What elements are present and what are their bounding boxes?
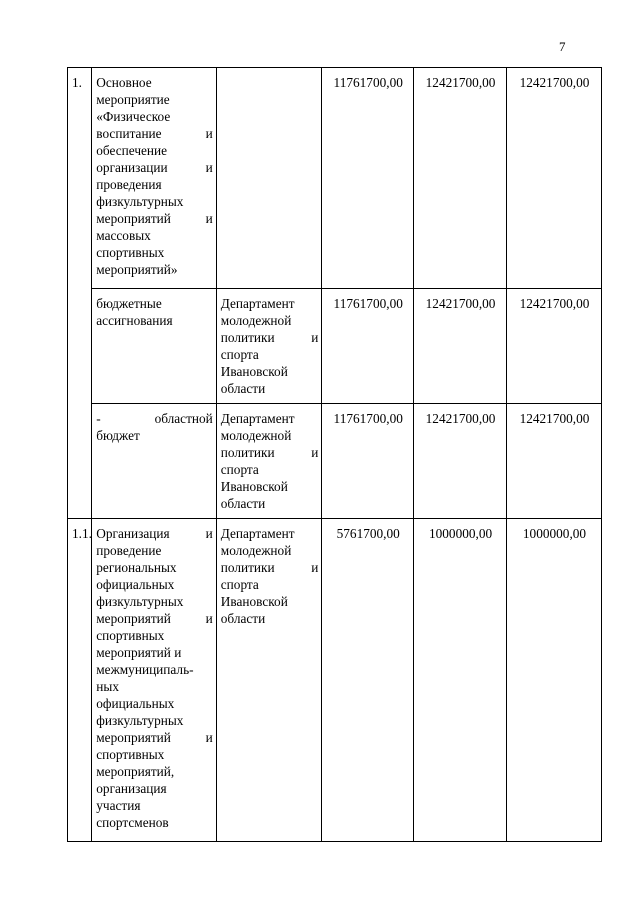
event-name [96, 295, 213, 329]
text-line: организация [96, 781, 167, 796]
text-word: мероприятий [96, 211, 171, 226]
text-line: официальных [96, 577, 175, 592]
text-line: бюджет [96, 428, 140, 443]
table-row [68, 519, 602, 842]
value-year3-cell: 1000000,00 [506, 519, 601, 842]
text-line [221, 329, 319, 346]
text-word: областной [154, 411, 213, 426]
text-line: спорта [220, 347, 259, 362]
text-word: политики [220, 330, 275, 345]
row-number-cell [68, 68, 92, 289]
text-line: области [220, 496, 266, 511]
text-word: - [96, 411, 101, 426]
text-word: воспитание [96, 126, 162, 141]
text-line [221, 559, 319, 576]
text-line: Департамент [220, 526, 295, 541]
page-number: 7 [559, 39, 566, 54]
text-word: мероприятий [96, 730, 171, 745]
executor-name [221, 295, 319, 397]
event-name-cell [92, 289, 217, 404]
row-number: 1. [72, 75, 82, 90]
text-line: обеспечение [96, 143, 168, 158]
text-word: и [311, 445, 319, 460]
text-line: массовых [96, 228, 151, 243]
text-line: молодежной [220, 428, 292, 443]
text-line: ассигнования [96, 313, 173, 328]
text-line: мероприятий» [96, 262, 178, 277]
text-line: молодежной [220, 543, 292, 558]
text-line: участия [96, 798, 141, 813]
row-number-cell [68, 404, 92, 519]
text-line [96, 159, 213, 176]
event-name [96, 410, 213, 444]
text-word: и [205, 126, 213, 141]
text-line: спорта [220, 577, 259, 592]
executor-cell [216, 289, 322, 404]
text-line: бюджетные [96, 296, 162, 311]
text-line: Основное [96, 75, 152, 90]
text-word: и [205, 611, 213, 626]
value-year2-cell: 12421700,00 [414, 404, 507, 519]
program-table [67, 67, 602, 842]
text-line: «Физическое [96, 109, 171, 124]
text-word: и [311, 330, 319, 345]
text-line: мероприятий и [96, 645, 182, 660]
text-line: молодежной [220, 313, 292, 328]
text-line: Ивановской [220, 364, 288, 379]
text-line: физкультурных [96, 594, 184, 609]
text-line [221, 444, 319, 461]
event-name [96, 525, 213, 831]
text-line: региональных [96, 560, 177, 575]
value-year1-cell: 11761700,00 [322, 289, 414, 404]
text-line: спортсменов [96, 815, 169, 830]
event-name-cell [92, 519, 217, 842]
text-line: межмуниципаль- [96, 662, 194, 677]
text-line: спортивных [96, 747, 165, 762]
value-year1-cell: 11761700,00 [322, 68, 414, 289]
text-word: и [205, 730, 213, 745]
executor-cell [216, 519, 322, 842]
executor-name [221, 525, 319, 627]
value-year3-cell: 12421700,00 [506, 68, 601, 289]
value-year1-cell: 11761700,00 [322, 404, 414, 519]
value-year2-cell: 1000000,00 [414, 519, 507, 842]
text-line: Ивановской [220, 594, 288, 609]
text-word: политики [220, 560, 275, 575]
table-row [68, 404, 602, 519]
value-year3-cell: 12421700,00 [506, 289, 601, 404]
text-line: физкультурных [96, 194, 184, 209]
text-word: мероприятий [96, 611, 171, 626]
text-line: мероприятий, [96, 764, 175, 779]
event-name [96, 74, 213, 278]
value-year2-cell: 12421700,00 [414, 289, 507, 404]
text-line [96, 729, 213, 746]
executor-cell [216, 68, 322, 289]
text-line: проведение [96, 543, 162, 558]
value-year1-cell: 5761700,00 [322, 519, 414, 842]
text-line: официальных [96, 696, 175, 711]
text-line [96, 525, 213, 542]
text-line [96, 125, 213, 142]
row-number-cell [68, 289, 92, 404]
text-line: области [220, 611, 266, 626]
text-line: мероприятие [96, 92, 170, 107]
text-word: и [205, 526, 213, 541]
text-word: Организация [96, 526, 170, 541]
row-number-cell [68, 519, 92, 842]
text-line: Департамент [220, 411, 295, 426]
value-year3-cell: 12421700,00 [506, 404, 601, 519]
event-name-cell [92, 404, 217, 519]
text-line: ных [96, 679, 119, 694]
text-line [96, 610, 213, 627]
executor-name [221, 410, 319, 512]
text-line: спорта [220, 462, 259, 477]
value-year2-cell: 12421700,00 [414, 68, 507, 289]
event-name-cell [92, 68, 217, 289]
text-line [96, 210, 213, 227]
table-row [68, 289, 602, 404]
text-line: Департамент [220, 296, 295, 311]
text-word: и [205, 211, 213, 226]
text-word: организации [96, 160, 168, 175]
text-line: физкультурных [96, 713, 184, 728]
text-line [96, 410, 213, 427]
table-row [68, 68, 602, 289]
text-word: и [205, 160, 213, 175]
executor-cell [216, 404, 322, 519]
text-line: Ивановской [220, 479, 288, 494]
text-word: и [311, 560, 319, 575]
text-line: спортивных [96, 245, 165, 260]
text-word: политики [220, 445, 275, 460]
text-line: проведения [96, 177, 162, 192]
text-line: спортивных [96, 628, 165, 643]
text-line: области [220, 381, 266, 396]
row-number: 1.1. [72, 526, 92, 541]
